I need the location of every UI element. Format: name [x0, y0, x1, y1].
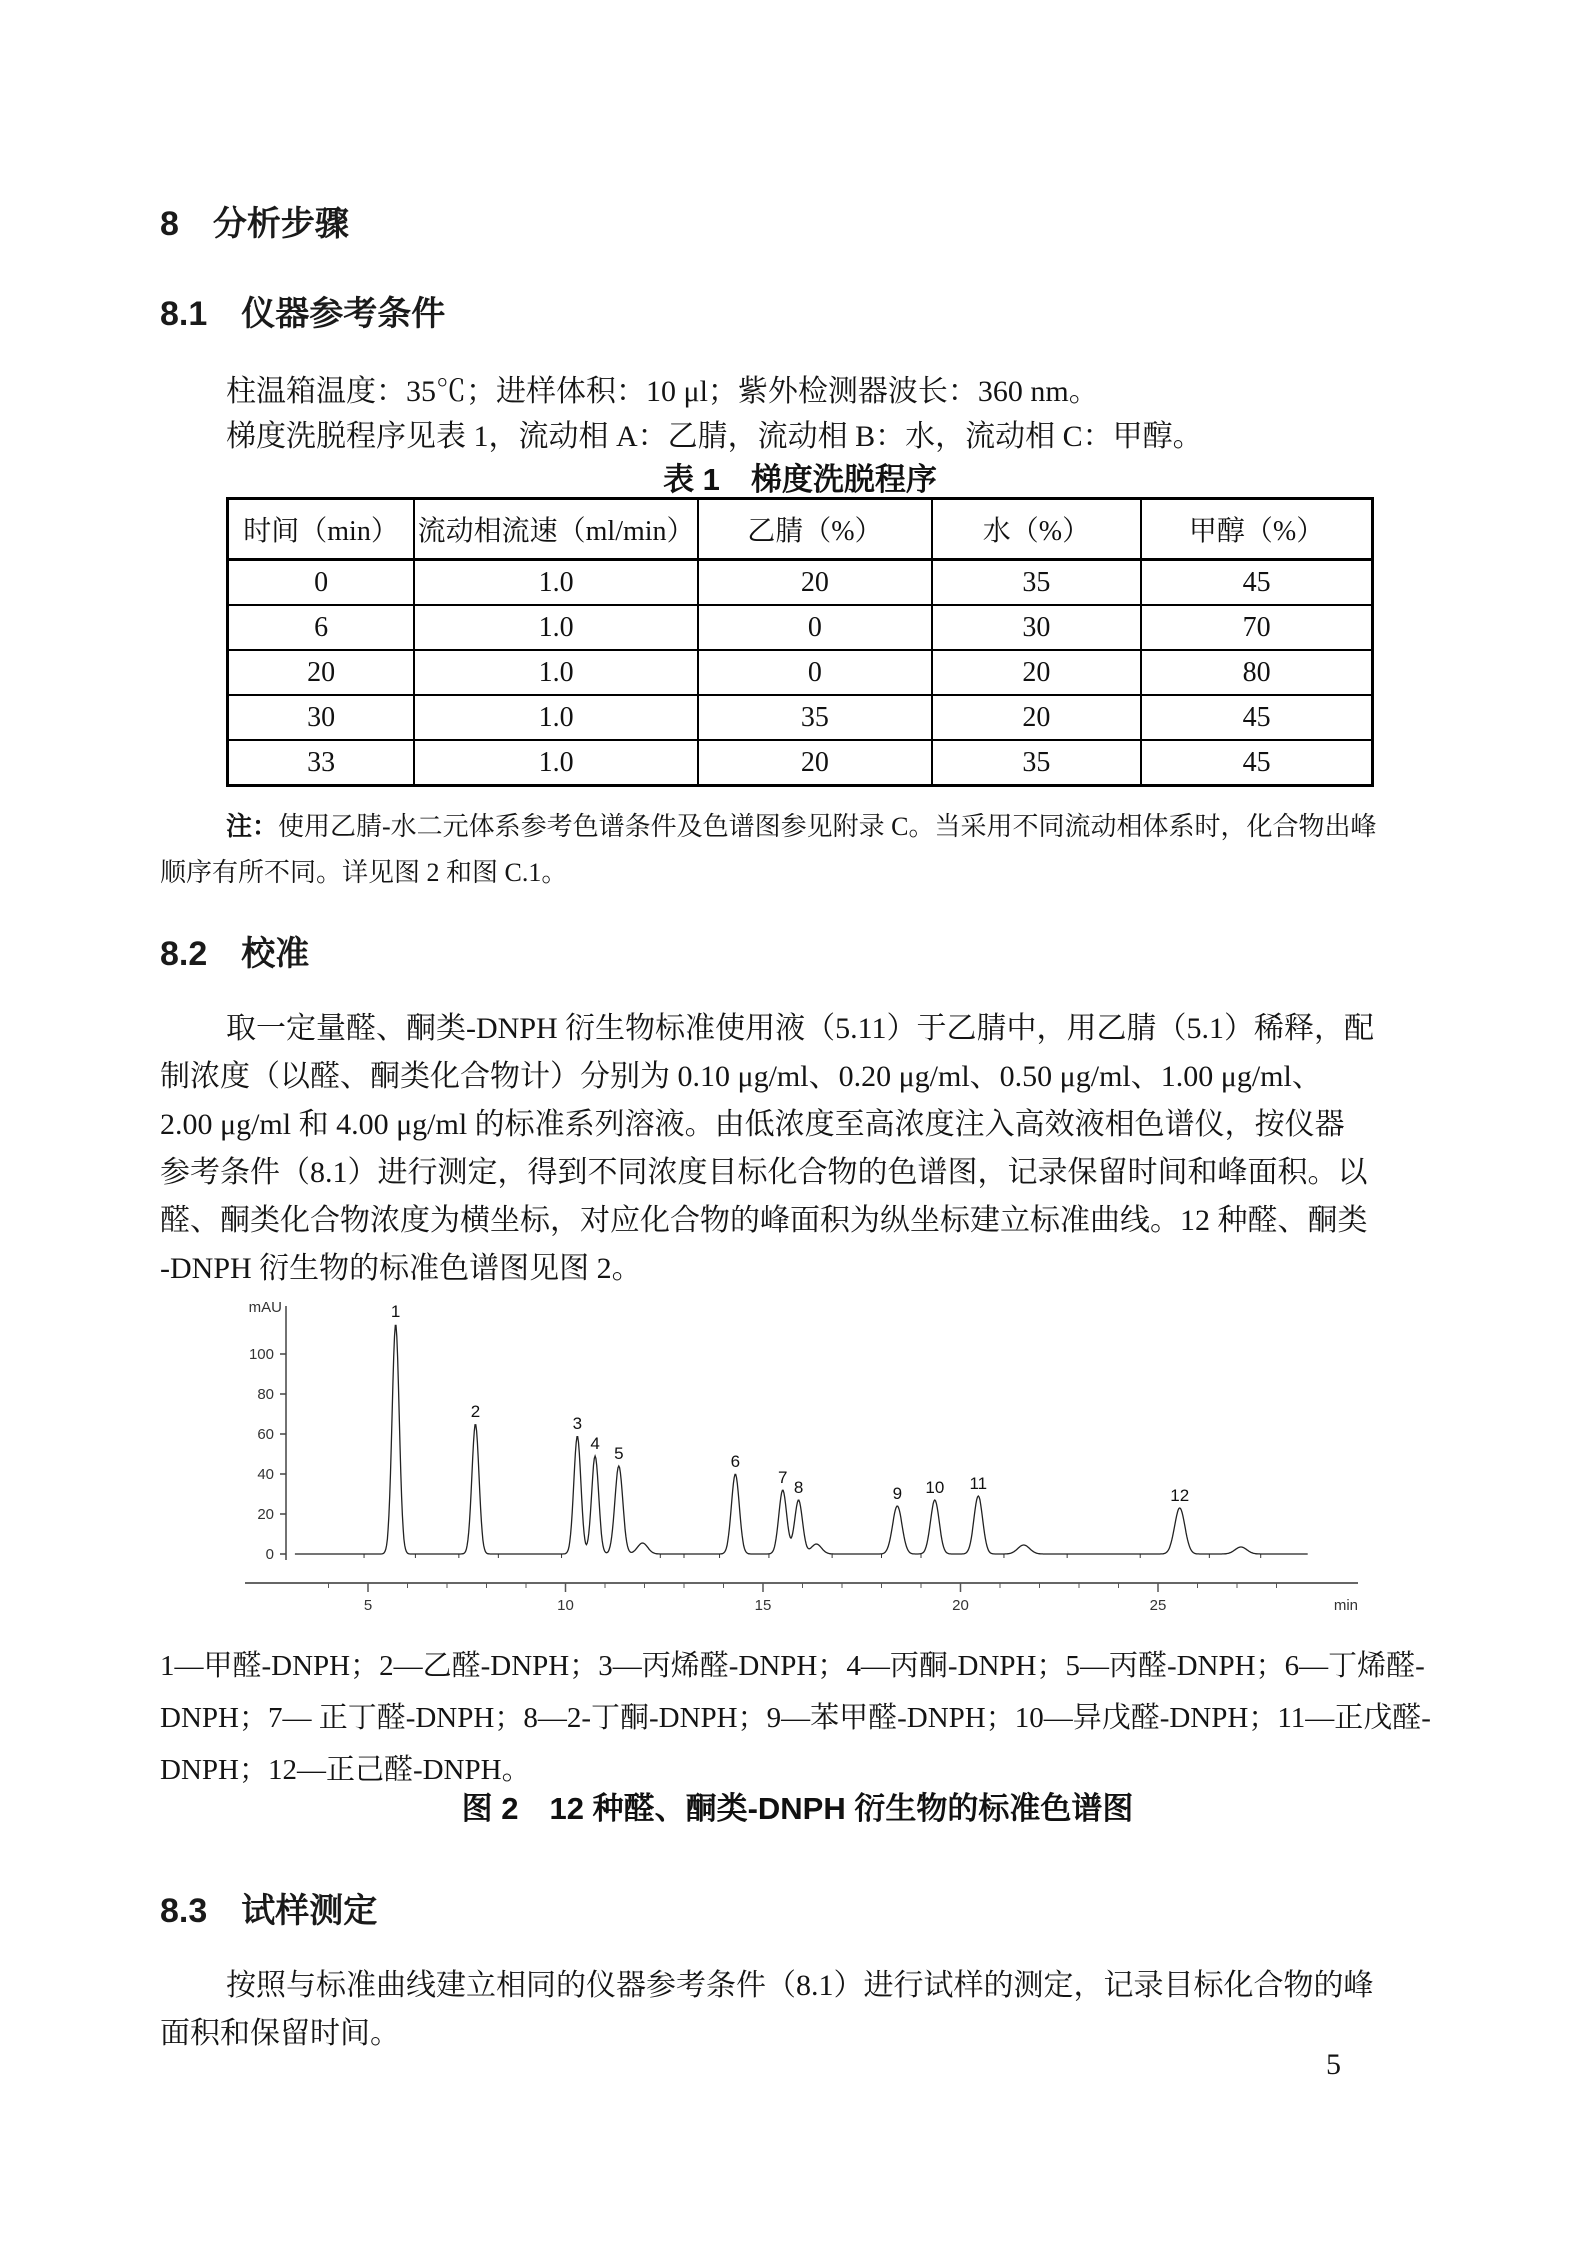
svg-text:9: 9 [892, 1484, 903, 1503]
note-line-1 [226, 806, 1377, 843]
note-text: 使用乙腈-水二元体系参考色谱条件及色谱图参见附录 C。当采用不同流动相体系时，化合物出峰 [278, 812, 1377, 841]
svg-text:6: 6 [730, 1452, 741, 1471]
table-cell: 70 [1141, 605, 1372, 650]
table-cell: 35 [698, 695, 932, 740]
svg-text:mAU: mAU [248, 1299, 282, 1316]
svg-text:25: 25 [1149, 1597, 1167, 1614]
figure-legend-line: DNPH；7— 正丁醛-DNPH；8—2-丁酮-DNPH；9—苯甲醛-DNPH；10—异戊醛-DNPH；11—正戊醛- [160, 1702, 1431, 1734]
table-header-cell: 时间（min） [228, 499, 415, 560]
table-row [228, 560, 1373, 606]
table-cell: 35 [932, 560, 1142, 606]
table-cell: 30 [228, 695, 415, 740]
svg-text:100: 100 [248, 1346, 274, 1363]
page-number: 5 [1326, 2048, 1341, 2081]
svg-text:11: 11 [969, 1474, 988, 1493]
chromatogram-figure [190, 1288, 1360, 1628]
figure-caption: 图 2 12 种醛、酮类-DNPH 衍生物的标准色谱图 [461, 1791, 1134, 1826]
table-row [228, 740, 1373, 786]
table-cell: 33 [228, 740, 415, 786]
paragraph-8-2-line: 取一定量醛、酮类-DNPH 衍生物标准使用液（5.11）于乙腈中，用乙腈（5.1）稀释，配 [226, 1012, 1375, 1045]
table-cell: 20 [932, 650, 1142, 695]
paragraph-8-3-line: 按照与标准曲线建立相同的仪器参考条件（8.1）进行试样的测定，记录目标化合物的峰 [226, 1969, 1374, 2002]
svg-text:20: 20 [952, 1597, 969, 1614]
y-axis [249, 1299, 286, 1563]
table-cell: 20 [698, 560, 932, 606]
svg-text:5: 5 [363, 1597, 373, 1614]
section-heading-8-1: 8.1 仪器参考条件 [160, 295, 446, 333]
svg-text:2: 2 [470, 1402, 481, 1421]
section-heading-8: 8 分析步骤 [160, 205, 349, 243]
table-header-cell: 水（%） [932, 499, 1142, 560]
table-row [228, 695, 1373, 740]
table-cell: 6 [228, 605, 415, 650]
table-cell: 0 [698, 605, 932, 650]
chromatogram-trace [295, 1325, 1308, 1554]
paragraph-8-1-line-2: 梯度洗脱程序见表 1，流动相 A：乙腈，流动相 B：水，流动相 C：甲醇。 [226, 420, 1203, 453]
section-heading-8-2: 8.2 校准 [160, 935, 310, 973]
table-cell: 1.0 [414, 740, 698, 786]
section-heading-8-3: 8.3 试样测定 [160, 1892, 378, 1930]
svg-text:12: 12 [1170, 1486, 1190, 1505]
figure-legend-line: DNPH；12—正己醛-DNPH。 [160, 1754, 531, 1786]
table-cell: 45 [1141, 740, 1372, 786]
paragraph-8-3-line: 面积和保留时间。 [160, 2017, 400, 2050]
svg-text:min: min [1333, 1597, 1358, 1614]
table-cell: 20 [932, 695, 1142, 740]
table-cell: 80 [1141, 650, 1372, 695]
table-cell: 1.0 [414, 605, 698, 650]
table-cell: 1.0 [414, 560, 698, 606]
table-header-row [228, 499, 1373, 560]
peak-labels [391, 1302, 1189, 1505]
table-header-cell: 甲醇（%） [1141, 499, 1372, 560]
table-1 [226, 497, 1374, 787]
svg-text:60: 60 [257, 1426, 274, 1443]
paragraph-8-2-line: 2.00 μg/ml 和 4.00 μg/ml 的标准系列溶液。由低浓度至高浓度注入高效液相色谱仪，按仪器 [160, 1108, 1345, 1141]
svg-text:80: 80 [257, 1386, 274, 1403]
table-header-cell: 乙腈（%） [698, 499, 932, 560]
table-cell: 45 [1141, 695, 1372, 740]
table-cell: 45 [1141, 560, 1372, 606]
table-row [228, 650, 1373, 695]
table-header-cell: 流动相流速（ml/min） [414, 499, 698, 560]
svg-text:0: 0 [265, 1546, 274, 1563]
figure-legend-line: 1—甲醛-DNPH；2—乙醛-DNPH；3—丙烯醛-DNPH；4—丙酮-DNPH；5—丙醛-DNPH；6—丁烯醛- [160, 1650, 1425, 1682]
svg-text:5: 5 [614, 1444, 624, 1463]
svg-text:3: 3 [572, 1414, 583, 1433]
svg-text:20: 20 [257, 1506, 274, 1523]
paragraph-8-1-line-1: 柱温箱温度：35℃；进样体积：10 μl；紫外检测器波长：360 nm。 [226, 375, 1099, 408]
table-cell: 0 [228, 560, 415, 606]
table-cell: 1.0 [414, 695, 698, 740]
svg-text:10: 10 [925, 1478, 945, 1497]
table-cell: 30 [932, 605, 1142, 650]
svg-text:40: 40 [257, 1466, 274, 1483]
svg-text:4: 4 [590, 1434, 600, 1453]
svg-text:1: 1 [390, 1302, 401, 1321]
note-line-2: 顺序有所不同。详见图 2 和图 C.1。 [160, 858, 568, 887]
paragraph-8-2-line: -DNPH 衍生物的标准色谱图见图 2。 [160, 1252, 642, 1285]
table-1-title: 表 1 梯度洗脱程序 [663, 462, 937, 497]
table-cell: 35 [932, 740, 1142, 786]
svg-text:8: 8 [793, 1478, 804, 1497]
table-cell: 1.0 [414, 650, 698, 695]
x-axis [245, 1583, 1358, 1614]
paragraph-8-2-line: 参考条件（8.1）进行测定，得到不同浓度目标化合物的色谱图，记录保留时间和峰面积。以 [160, 1156, 1368, 1189]
table-cell: 20 [698, 740, 932, 786]
svg-text:10: 10 [557, 1597, 574, 1614]
svg-text:15: 15 [754, 1597, 772, 1614]
note-label: 注： [226, 811, 279, 841]
table-cell: 0 [698, 650, 932, 695]
paragraph-8-2-line: 醛、酮类化合物浓度为横坐标，对应化合物的峰面积为纵坐标建立标准曲线。12 种醛、酮类 [160, 1204, 1368, 1237]
table-cell: 20 [228, 650, 415, 695]
table-row [228, 605, 1373, 650]
svg-text:7: 7 [778, 1468, 788, 1487]
paragraph-8-2-line: 制浓度（以醛、酮类化合物计）分别为 0.10 μg/ml、0.20 μg/ml、0.50 μg/ml、1.00 μg/ml、 [160, 1060, 1322, 1093]
